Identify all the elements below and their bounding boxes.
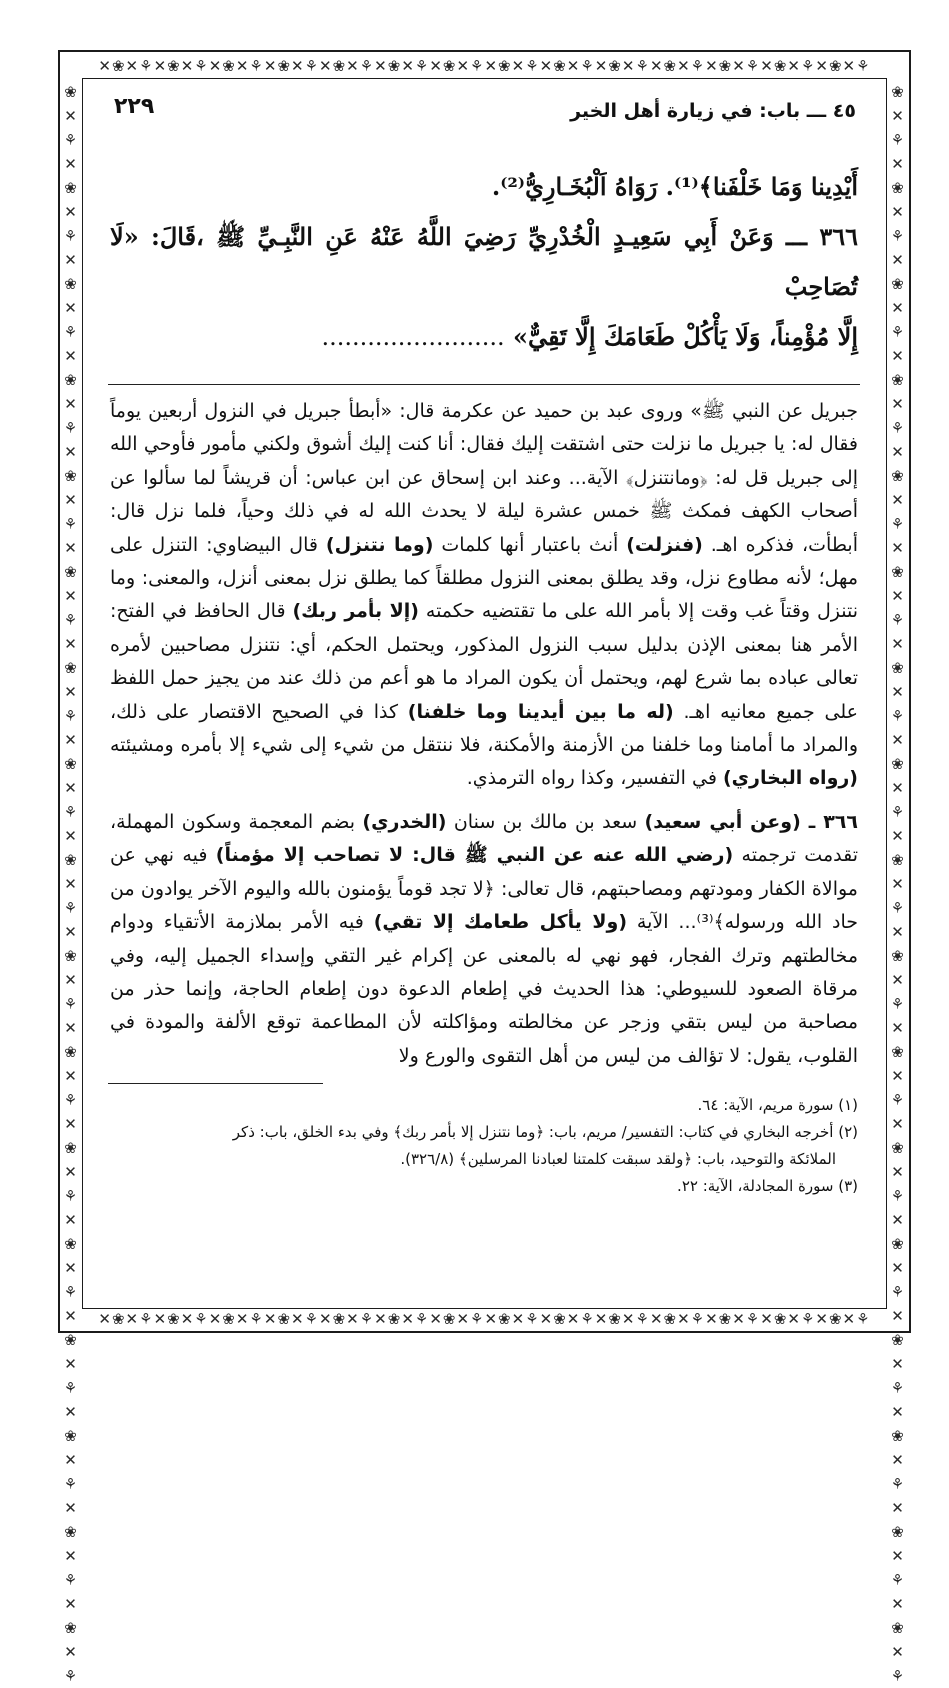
ornament-border-top: ⚘✕❀✕⚘✕❀✕⚘✕❀✕⚘✕❀✕⚘✕❀✕⚘✕❀✕⚘✕❀✕⚘✕❀✕⚘✕❀✕⚘✕❀✕⚘✕❀✕⚘✕❀✕⚘✕❀✕⚘✕❀✕ — [98, 57, 871, 75]
footnote-divider — [108, 1083, 323, 1084]
commentary-keyword: (رواه البخاري) — [722, 767, 858, 790]
footnote-1: (١) سورة مريم، الآية: ٦٤. — [697, 1096, 858, 1115]
hadith-line-1: ٣٦٦ ـــ وَعَنْ أَبِي سَعِيـدٍ الْخُدْرِيِّ رَضِيَ اللَّهُ عَنْهُ عَنِ النَّبِـيِّ ﷺ ،قَالَ: «لَا تُصَاحِبْ — [110, 222, 858, 301]
ornament-border-bottom: ⚘✕❀✕⚘✕❀✕⚘✕❀✕⚘✕❀✕⚘✕❀✕⚘✕❀✕⚘✕❀✕⚘✕❀✕⚘✕❀✕⚘✕❀✕⚘✕❀✕⚘✕❀✕⚘✕❀✕⚘✕❀✕ — [98, 1310, 871, 1328]
footnote-2-continued: الملائكة والتوحيد، باب: ﴿ولقد سبقت كلمتنا لعبادنا المرسلين﴾ (٣٢٦/٨). — [400, 1150, 836, 1169]
commentary-text: أنث باعتبار أنها كلمات — [433, 533, 627, 556]
commentary-divider — [108, 384, 860, 385]
commentary-number: ٣٦٦ ـ — [800, 810, 858, 833]
page-number: ٢٢٩ — [114, 94, 155, 119]
running-header — [108, 88, 860, 132]
hadith-line-2 — [110, 312, 858, 362]
commentary — [108, 395, 860, 1073]
commentary-keyword: (فنزلت) — [626, 533, 703, 556]
commentary-text: بضم المعجمة وسكون المهملة، تقدمت ترجمته — [110, 810, 858, 867]
hadith-text — [108, 162, 860, 362]
commentary-keyword: (رضي الله عنه عن النبي ﷺ قال: لا تصاحب إلا مؤمناً) — [215, 844, 734, 867]
hadith-continuation: أَيْدِينا وَمَا خَلْفَنا﴾⁽¹⁾. رَوَاهُ اَلْبُخَـارِيُّ⁽²⁾. — [491, 172, 858, 201]
commentary-keyword: (وعن أبي سعيد) — [644, 810, 801, 833]
footnote-2: (٢) أخرجه البخاري في كتاب: التفسير/ مريم، باب: ﴿وما نتنزل إلا بأمر ربك﴾ وفي بدء الخلق، باب: ذكر — [232, 1123, 858, 1142]
commentary-text: فيه الأمر بملازمة الأتقياء ودوام مخالطتهم وترك الفجار، فهو نهي له بالمعنى عن إكرام غير التقي وإسداء الجميل إليه، وفي مرقاة الصعود للسيوطي: هذا الحديث في إطعام الدعوة دون إطعام الحاجة، وإنما حذر من مصاحبة من ليس بتقي وزجر عن مخالطته ومؤاكلته لأن المطاعمة توقع الألفة والمودة في القلوب، يقول: لا تؤالف من ليس من أهل التقوى والورع ولا — [110, 911, 858, 1067]
commentary-text: قال البيضاوي: التنزل على مهل؛ لأنه مطاوع نزل، وقد يطلق بمعنى النزول مطلقاً كما يطلق نزل بمعنى أنزل، والمعنى: وما نتنزل وقتاً غب وقت إلا بأمر الله على ما تقتضيه حكمته — [110, 533, 859, 623]
commentary-keyword: (إلا بأمر ربك) — [292, 600, 419, 623]
commentary-text: في التفسير، وكذا رواه الترمذي. — [466, 767, 723, 790]
commentary-keyword: (الخدري) — [362, 810, 447, 833]
commentary-paragraph-1 — [110, 395, 858, 796]
ornament-border-right: ❀✕⚘✕❀✕⚘✕❀✕⚘✕❀✕⚘✕❀✕⚘✕❀✕⚘✕❀✕⚘✕❀✕⚘✕❀✕⚘✕❀✕⚘✕❀✕⚘✕❀✕⚘✕❀✕⚘✕❀✕⚘✕❀✕⚘✕❀✕⚘✕❀✕⚘ — [890, 83, 906, 1685]
page-content — [108, 88, 860, 1298]
commentary-keyword: (ولا يأكل طعامك إلا تقي) — [373, 911, 628, 934]
footnote-3: (٣) سورة المجادلة، الآية: ٢٢. — [677, 1177, 858, 1196]
dotted-leader: ........................ — [321, 323, 505, 351]
footnotes — [108, 1092, 860, 1200]
commentary-text: كذا في الصحيح الاقتصار على ذلك، والمراد ما أمامنا وما خلفنا من الأزمنة والأمكنة، فلا ننتقل من شيء إلى شيء إلا بأمره ومشيئته — [110, 700, 858, 757]
hadith-line-2-text: إِلَّا مُؤْمِناً، وَلَا يَأْكُلْ طَعَامَكَ إِلَّا تَقِيٌّ» — [512, 322, 858, 351]
commentary-keyword: (وما نتنزل) — [325, 533, 434, 556]
commentary-keyword: (له ما بين أيدينا وما خلفنا) — [407, 700, 674, 723]
commentary-text: سعد بن مالك بن سنان — [446, 810, 645, 833]
chapter-title: ٤٥ ـــ باب: في زيارة أهل الخير — [570, 100, 856, 122]
commentary-paragraph-2 — [110, 806, 858, 1073]
commentary-text: قال الحافظ في الفتح: الأمر هنا بمعنى الإذن بدليل سبب النزول المذكور، ويحتمل الحكم، أي: نتنزل مصاحبين لأمره تعالى عباده بما شرع لهم، ويحتمل أن يكون المراد ما هو أعم من ذلك عند من يجيز حمل اللفظ على جميع معانيه اهـ. — [110, 600, 858, 723]
commentary-text: جبريل عن النبي ﷺ» وروى عبد بن حميد عن عكرمة قال: «أبطأ جبريل في النزول أربعين يوماً فقال له: يا جبريل ما نزلت حتى اشتقت إليك فقال: أنا كنت إليك أشوق ولكني مأمور فأوحي الله إلى جبريل قل له: ﴿ومانتنزل﴾ الآية... وعند ابن إسحاق عن ابن عباس: أن قريشاً لما سألوا عن أصحاب الكهف فمكث ﷺ خمس عشرة ليلة لا يحدث الله له في ذلك وحياً، فلما نزل قال: أبطأت، فذكره اهـ. — [110, 400, 858, 556]
ornament-border-left: ❀✕⚘✕❀✕⚘✕❀✕⚘✕❀✕⚘✕❀✕⚘✕❀✕⚘✕❀✕⚘✕❀✕⚘✕❀✕⚘✕❀✕⚘✕❀✕⚘✕❀✕⚘✕❀✕⚘✕❀✕⚘✕❀✕⚘✕❀✕⚘✕❀✕⚘ — [63, 83, 79, 1685]
commentary-text: فيه نهي عن موالاة الكفار ومودتهم ومصاحبتهم، قال تعالى: ﴿لا تجد قوماً يؤمنون بالله واليوم الآخر يوادون من حاد الله ورسوله﴾⁽³⁾... الآية — [110, 844, 858, 934]
